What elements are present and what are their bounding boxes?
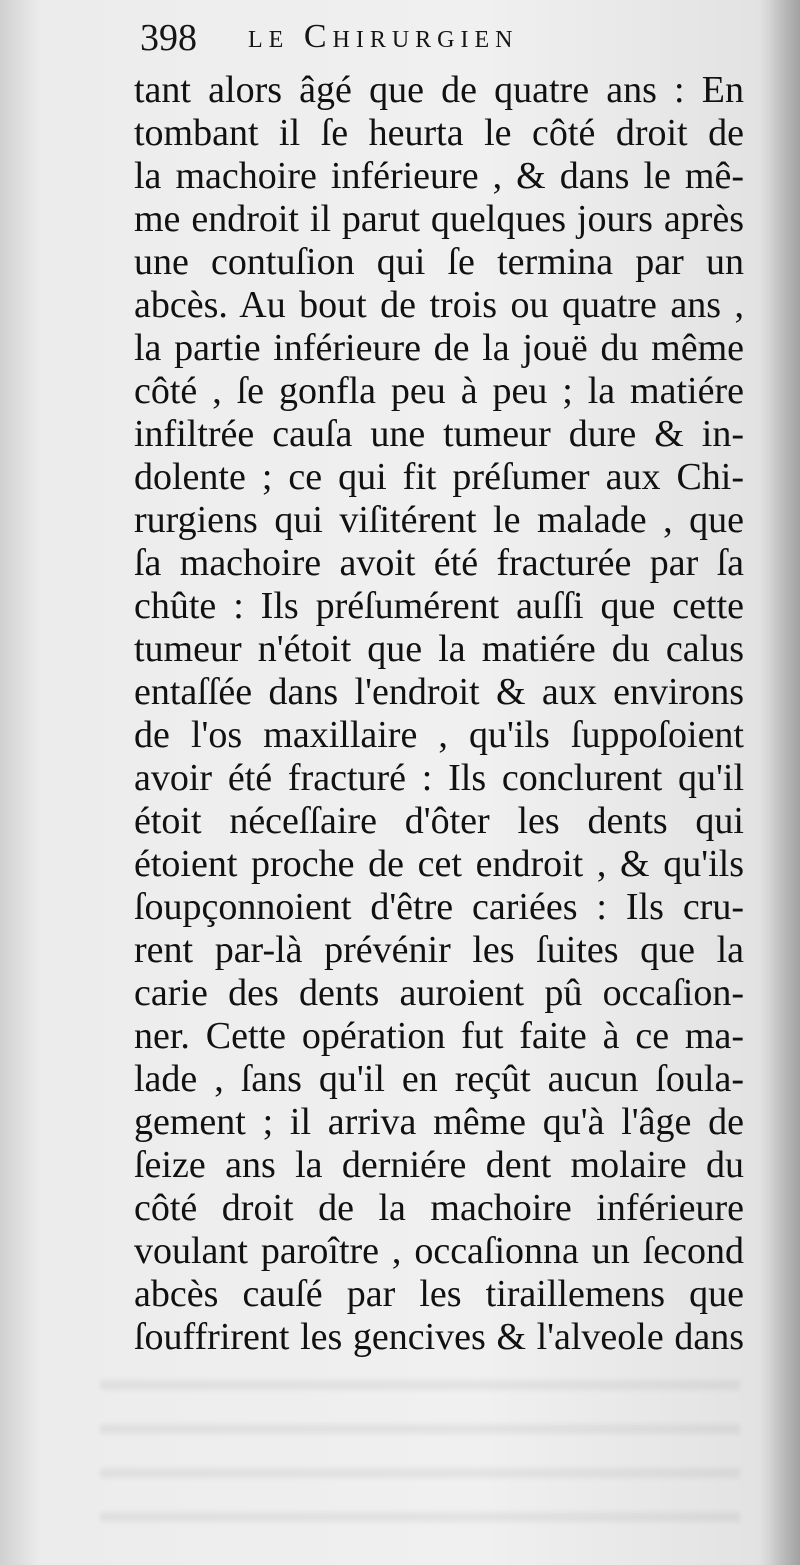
text-line: dolente ; ce qui fit préſumer aux Chi- (134, 456, 744, 498)
text-line: tombant il ſe heurta le côté droit de (134, 112, 744, 154)
page-header (140, 16, 640, 76)
text-line: la partie inférieure de la jouë du même (134, 327, 744, 369)
show-through-text (100, 1380, 740, 1540)
text-line: gement ; il arriva même qu'à l'âge de (134, 1101, 744, 1143)
text-line: étoient proche de cet endroit , & qu'ils (134, 843, 744, 885)
text-line: avoir été fracturé : Ils conclurent qu'il (134, 757, 744, 799)
page-gutter-shadow (758, 0, 800, 1565)
text-line: ſoupçonnoient d'être cariées : Ils cru- (134, 886, 744, 928)
text-line: voulant paroître , occaſionna un ſecond (134, 1230, 744, 1272)
text-line: ſeize ans la derniére dent molaire du (134, 1144, 744, 1186)
text-line: entaſſée dans l'endroit & aux environs (134, 671, 744, 713)
text-line: ſa machoire avoit été fracturée par ſa (134, 542, 744, 584)
text-line: lade , ſans qu'il en reçût aucun ſoula- (134, 1058, 744, 1100)
text-line: côté droit de la machoire inférieure (134, 1187, 744, 1229)
text-line: la machoire inférieure , & dans le mê- (134, 155, 744, 197)
text-line: ner. Cette opération fut faite à ce ma- (134, 1015, 744, 1057)
text-line: tant alors âgé que de quatre ans : En (134, 69, 744, 111)
text-line: rurgiens qui viſitérent le malade , que (134, 499, 744, 541)
text-line: étoit néceſſaire d'ôter les dents qui (134, 800, 744, 842)
text-line: une contuſion qui ſe termina par un (134, 241, 744, 283)
text-line: ſouffrirent les gencives & l'alveole dans (134, 1316, 744, 1358)
text-line: chûte : Ils préſumérent auſſi que cette (134, 585, 744, 627)
text-line: abcès cauſé par les tiraillemens que (134, 1273, 744, 1315)
text-line: abcès. Au bout de trois ou quatre ans , (134, 284, 744, 326)
page-number: 398 (140, 17, 197, 59)
text-line: infiltrée cauſa une tumeur dure & in- (134, 413, 744, 455)
text-line: tumeur n'étoit que la matiére du calus (134, 628, 744, 670)
text-line: de l'os maxillaire , qu'ils ſuppoſoient (134, 714, 744, 756)
body-text (134, 69, 744, 1359)
text-line: carie des dents auroient pû occaſion- (134, 972, 744, 1014)
text-line: rent par-là prévénir les ſuites que la (134, 929, 744, 971)
text-line: côté , ſe gonfla peu à peu ; la matiére (134, 370, 744, 412)
text-line: me endroit il parut quelques jours après (134, 198, 744, 240)
running-title: le Chirurgien (248, 18, 519, 55)
